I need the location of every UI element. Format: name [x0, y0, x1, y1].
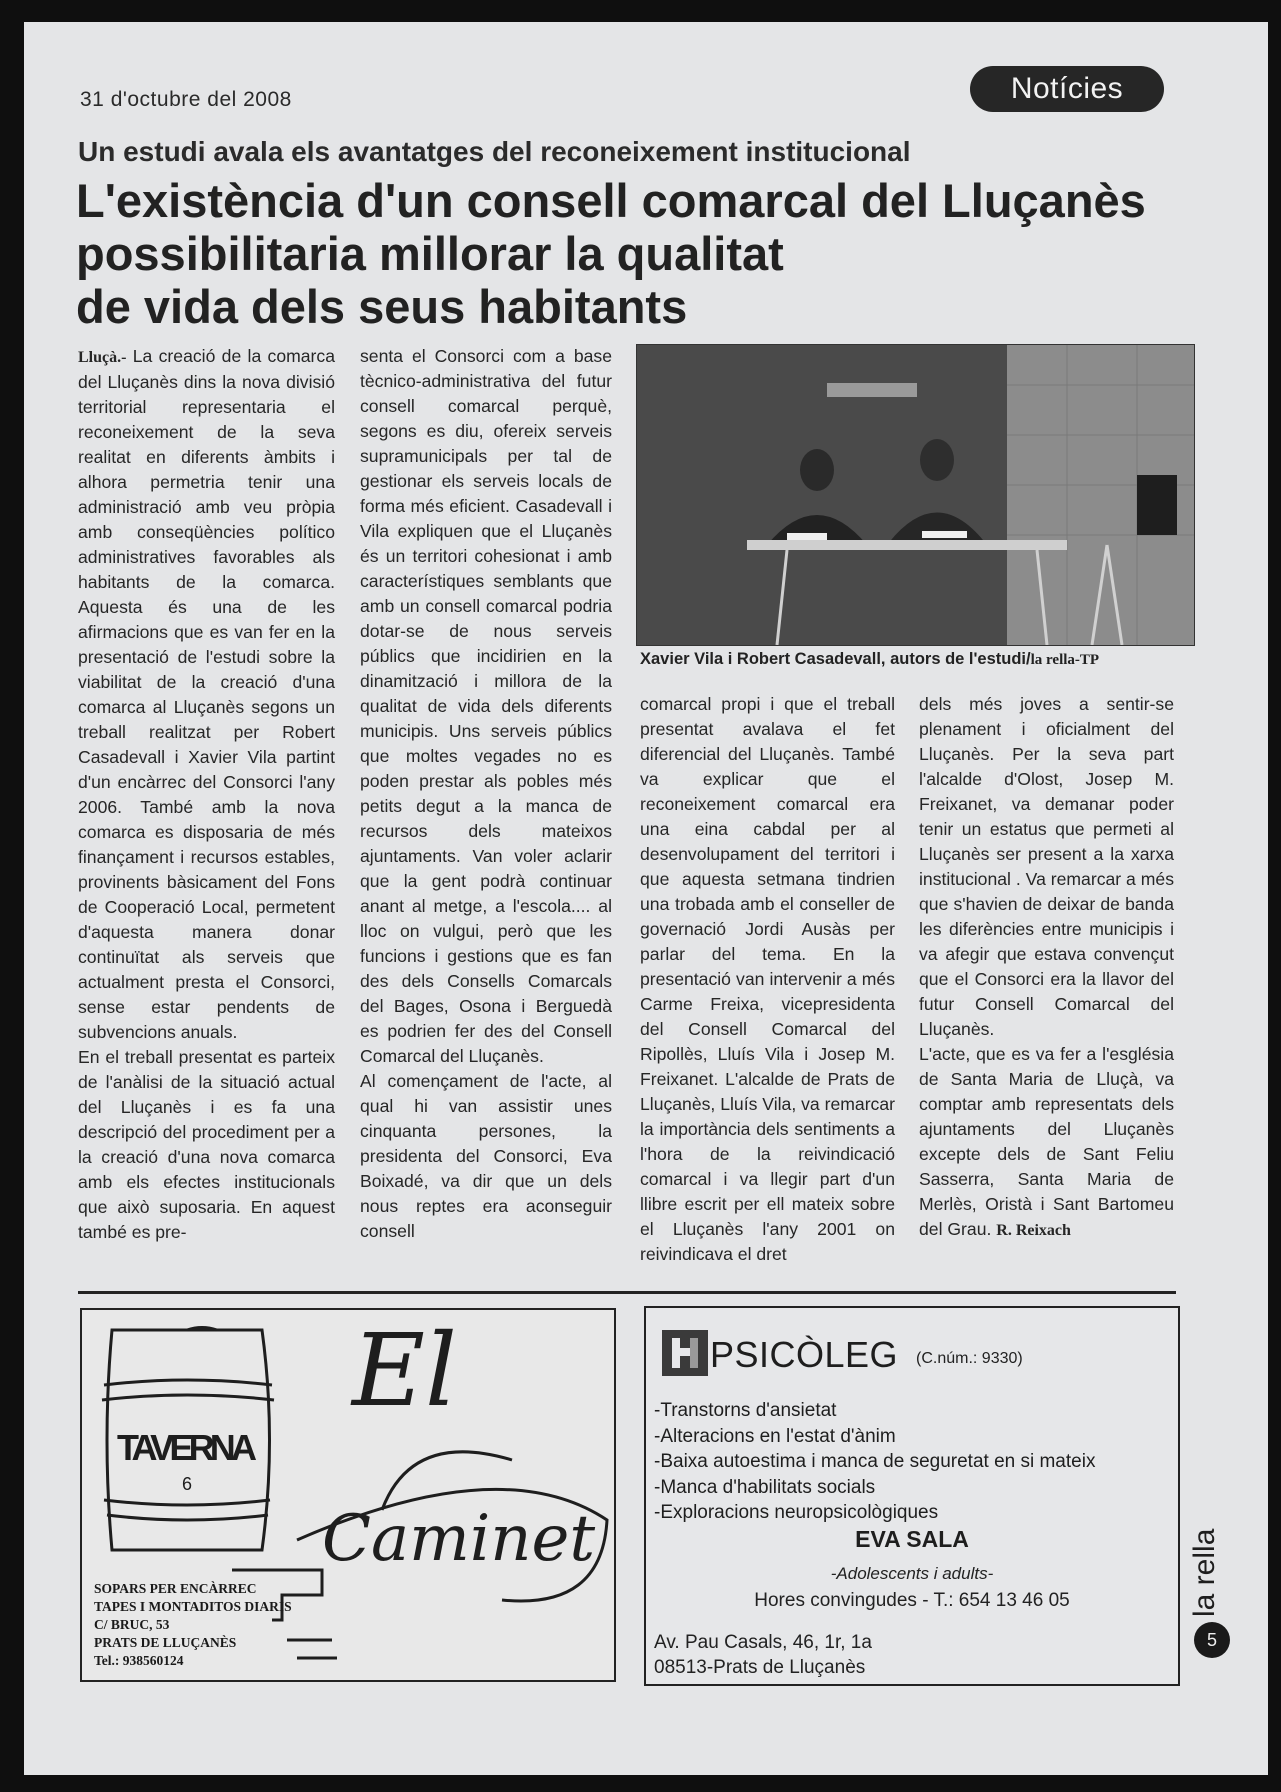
issue-date: 31 d'octubre del 2008: [80, 88, 292, 111]
photo-illustration: [637, 345, 1194, 645]
masthead-logo: [1184, 1467, 1224, 1617]
masthead-text: la rella: [1188, 1528, 1221, 1617]
article-column-3: [640, 692, 895, 1267]
article-paragraph: Al començament de l'acte, al qual hi van assistir unes cinquanta persones, la presidenta del Consorci, Eva Boixadé, va dir que un dels nous reptes era aconseguir consell: [360, 1071, 612, 1241]
address-line: Av. Pau Casals, 46, 1r, 1a: [654, 1632, 872, 1653]
svg-text:6: 6: [181, 1474, 193, 1494]
newspaper-page: [24, 22, 1268, 1775]
psicoleg-audience: -Adolescents i adults-: [830, 1564, 994, 1583]
headline-line: possibilitaria millorar la qualitat: [76, 227, 784, 280]
photo-credit: la rella-TP: [1030, 652, 1100, 668]
page-number: 5: [1194, 1622, 1230, 1658]
author-signature: R. Reixach: [996, 1222, 1071, 1239]
taverna-script-caminet: Caminet: [322, 1502, 596, 1576]
article-paragraph: comarcal propi i que el treball presentat avalava el fet diferencial del Lluçanès. També va explicar que el reconeixement comarcal era una eina cabdal per al desenvolupament del territori i que aquesta setmana tindrien una trobada amb el conseller de governació Jordi Ausàs per parlar del tema. En la presentació van intervenir a més Carme Freixa, vicepresidenta del Consell Comarcal del Ripollès, Lluís Vila i Josep M. Freixanet. L'alcalde de Prats de Lluçanès, Lluís Vila, va remarcar la importància dels sentiments a l'hora de la reivindicació comarcal i va llegir part d'un llibre escrit per ell mateix sobre el Lluçanès l'any 2001 on reivindicava el dret: [640, 694, 895, 1264]
psicoleg-logo-icon: [662, 1330, 708, 1376]
headline-line: L'existència d'un consell comarcal del Lluçanès: [76, 174, 1146, 227]
psicoleg-license: (C.núm.: 9330): [916, 1350, 1023, 1367]
service-item: -Baixa autoestima i manca de seguretat en si mateix: [654, 1451, 1096, 1472]
taverna-info: [94, 1580, 292, 1670]
service-item: -Transtorns d'ansietat: [654, 1400, 837, 1421]
psicoleg-services: [654, 1398, 1095, 1526]
section-badge: Notícies: [970, 66, 1164, 112]
article-paragraph: En el treball presentat es parteix de l'anàlisi de la situació actual del Lluçanès i es fa una descripció del procediment per a la creació d'una nova comarca amb els efectes institucionals que això suposaria. En aquest també es pre-: [78, 1047, 335, 1242]
taverna-info-line: C/ BRUC, 53: [94, 1617, 170, 1632]
article-column-1: [78, 344, 335, 1245]
taverna-advertisement: [80, 1308, 616, 1682]
article-paragraph: dels més joves a sentir-se plenament i oficialment del Lluçanès. Per la seva part l'alcalde d'Olost, Josep M. Freixanet, va demanar poder tenir un estatus que permeti al Lluçanès ser present a la xarxa institucional . Va remarcar a més que s'havien de deixar de banda les diferències entre municipis i va afegir que estava convençut que el Consorci era la llavor del futur Consell Comarcal del Lluçanès.: [919, 694, 1174, 1039]
article-column-2: [360, 344, 612, 1244]
address-line: 08513-Prats de Lluçanès: [654, 1657, 866, 1678]
article-column-4: [919, 692, 1174, 1243]
service-item: -Alteracions en l'estat d'ànim: [654, 1425, 896, 1447]
psicoleg-name: EVA SALA: [855, 1526, 969, 1552]
article-subhead: Un estudi avala els avantatges del reconeixement institucional: [78, 136, 911, 167]
taverna-info-line: PRATS DE LLUÇANÈS: [94, 1635, 237, 1650]
taverna-phone: Tel.: 938560124: [94, 1653, 184, 1668]
article-paragraph: Lluçà.- La creació de la comarca del Lluçanès dins la nova divisió territorial representaria el reconeixement de la seva realitat en diferents àmbits i alhora permetria tenir una administració amb veu pròpia amb conseqüències político administratives favorables als habitants de la comarca. Aquesta és una de les afirmacions que es van fer en la presentació de l'estudi sobre la viabilitat de la creació d'una comarca al Lluçanès segons un treball realitzat per Robert Casadevall i Xavier Vila partint d'un encàrrec del Consorci l'any 2006. També amb la nova comarca es disposaria de més finançament i recursos estables, provinents bàsicament del Fons de Cooperació Local, permetent d'aquesta manera donar continuïtat als serveis que actualment presta el Consorci, sense estar pendents de subvencions anuals.: [78, 346, 335, 1042]
taverna-script-el: El: [352, 1312, 457, 1429]
article-paragraph: senta el Consorci com a base tècnico-administrativa del futur consell comarcal perquè, segons es diu, ofereix serveis supramunicipals per tal de gestionar els serveis locals de forma més eficient. Casadevall i Vila expliquen que el Lluçanès és un territori cohesionat i amb característiques semblants que amb un consell comarcal podria dotar-se de nous serveis públics que incidirien en la dinamització i millora de la qualitat de vida dels diferents municipis. Uns serveis públics que moltes vegades no es poden prestar als pobles més petits degut a la manca de recursos dels mateixos ajuntaments. Van voler aclarir que la gent podrà continuar anant al metge, a l'escola.... al lloc on vulgui, però que les funcions i gestions que es fan des dels Consells Comarcals del Bages, Osona i Berguedà es podrien fer des del Consell Comarcal del Lluçanès.: [360, 346, 612, 1066]
article-paragraph: L'acte, que es va fer a l'església de Santa Maria de Lluçà, va comptar amb representats dels ajuntaments del Lluçanès excepte dels de Sant Feliu Sasserra, Santa Maria de Merlès, Oristà i Sant Bartomeu del Grau. R. Reixach: [919, 1044, 1174, 1239]
taverna-info-line: TAPES I MONTADITOS DIARIS: [94, 1599, 292, 1614]
photo-caption: Xavier Vila i Robert Casadevall, autors de l'estudi/la rella-TP: [640, 650, 1100, 668]
psicoleg-address: [654, 1630, 872, 1680]
service-item: -Manca d'habilitats socials: [654, 1476, 876, 1498]
dateline: Lluçà.-: [78, 349, 127, 366]
taverna-barrel-label: TAVERNA: [117, 1427, 257, 1468]
taverna-info-line: SOPARS PER ENCÀRREC: [94, 1581, 257, 1596]
article-photo: [636, 344, 1195, 646]
psicoleg-hours-phone: Hores convingudes - T.: 654 13 46 05: [754, 1590, 1070, 1611]
psicoleg-advertisement: [644, 1306, 1180, 1686]
service-item: -Exploracions neuropsicològiques: [654, 1502, 939, 1523]
article-headline: [76, 174, 1196, 333]
headline-line: de vida dels seus habitants: [76, 280, 688, 333]
section-divider: [78, 1291, 1176, 1294]
psicoleg-title: PSICÒLEG: [710, 1334, 899, 1375]
